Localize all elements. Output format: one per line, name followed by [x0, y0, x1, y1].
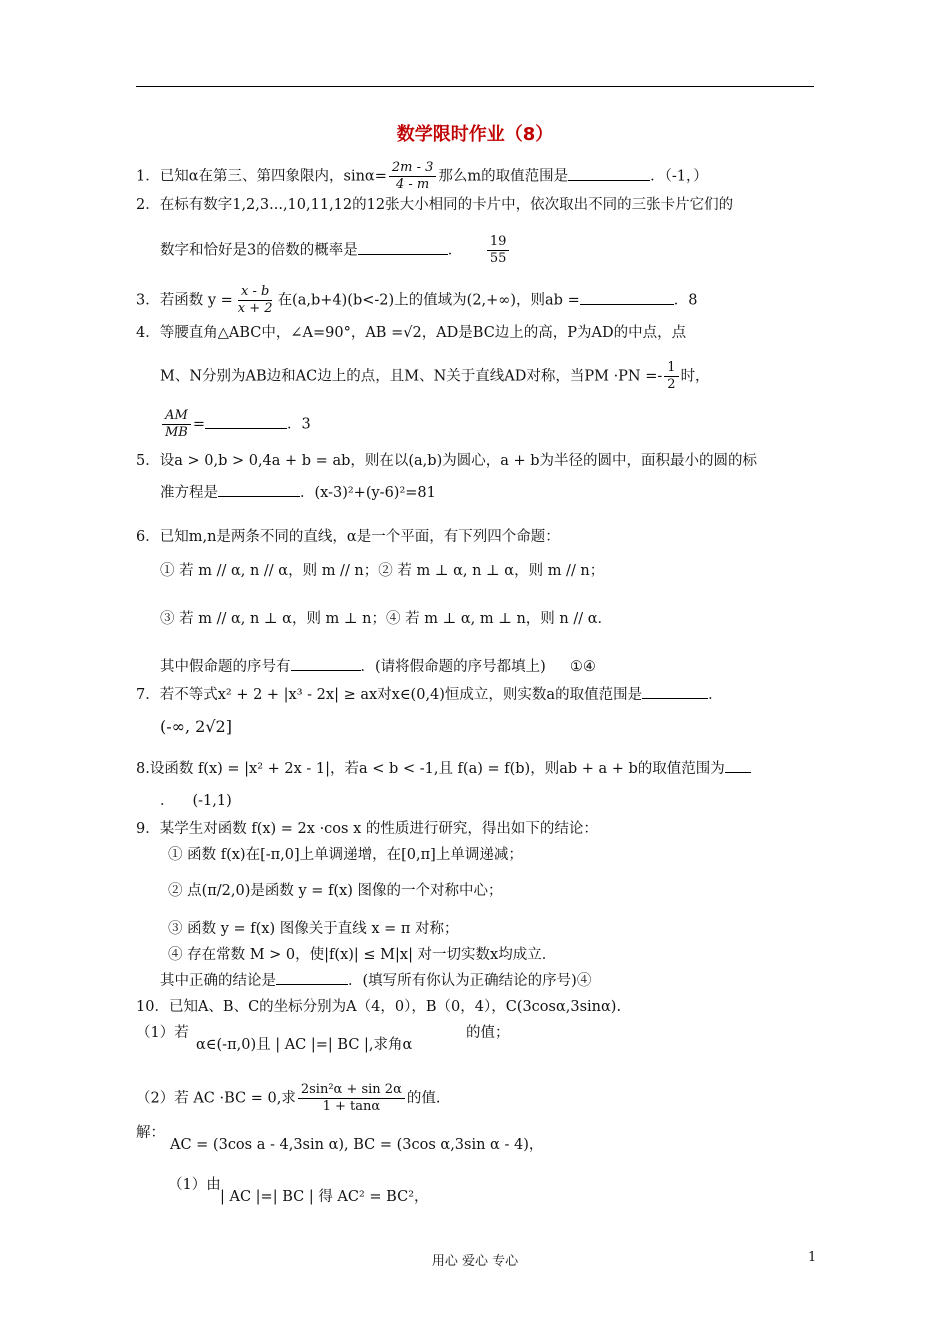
question-7-answer: (-∞, 2√2]: [160, 717, 232, 736]
fraction: $\frac{\text{2sin²α + sin 2α}}{1 + \tan\alpha}$: [298, 1082, 405, 1115]
answer-blank: [276, 970, 348, 985]
question-8-answer: ． (-1,1): [160, 793, 232, 809]
question-10-part-1: （1）若: [136, 1025, 189, 1041]
page-title: 数学限时作业（8）: [396, 124, 554, 145]
question-6-line-3: ③ 若 m // α, n ⊥ α，则 m ⊥ n；④ 若 m ⊥ α, m ⊥ n，则 n // α．: [160, 611, 613, 627]
answer-blank: [218, 482, 300, 497]
question-10-part-1-tail: 的值；: [466, 1025, 510, 1041]
solution-line-1: AC = (3cos a - 4,3sin α), BC = (3cos α,3sin α - 4)，: [170, 1137, 544, 1153]
answer-blank: [725, 758, 751, 773]
question-9-conclusion-2: ② 点(π/2,0)是函数 y = f(x) 图像的一个对称中心；: [168, 883, 503, 899]
question-7: 7．若不等式x² + 2 + |x³ - 2x| ≥ ax对x∈(0,4)恒成立，则实数a的取值范围是 ．: [136, 684, 723, 706]
question-9-line-1: 9．某学生对函数 f(x) = 2x ·cos x 的性质进行研究，得出如下的结论：: [136, 821, 598, 837]
header-rule: [136, 86, 814, 87]
fraction: $\frac{AM}{MB}$: [162, 408, 191, 441]
question-4-line-1: 4．等腰直角△ABC中，∠A=90°，AB =√2，AD是BC边上的高，P为AD的中点，点: [136, 325, 687, 341]
answer-fraction: $\frac{19}{55}$: [487, 234, 510, 267]
question-6-line-2: ① 若 m // α, n // α，则 m // n；② 若 m ⊥ α, n ⊥ α，则 m // n；: [160, 563, 605, 579]
question-9-conclusion-3: ③ 函数 y = f(x) 图像关于直线 x = π 对称；: [168, 921, 459, 937]
question-9-conclusion-1: ① 函数 f(x)在[-π,0]上单调递增，在[0,π]上单调递减；: [168, 847, 523, 863]
footer-text: 用心 爱心 专心: [431, 1254, 519, 1269]
fraction: $\frac{2m - 3}{4 - m}$: [389, 160, 437, 193]
solution-line-2: （1）由: [168, 1177, 221, 1193]
solution-label: 解：: [136, 1125, 165, 1141]
question-2-line-2: 数字和恰好是3的倍数的概率是 ． $\frac{19}{55}$: [160, 234, 511, 267]
answer-blank: [568, 166, 650, 181]
question-4-line-2: M、N分别为AB边和AC边上的点，且M、N关于直线AD对称，当PM ·PN =- $\frac{1}{2}$ 时，: [160, 360, 710, 392]
question-2-line-1: 2．在标有数字1,2,3...,10,11,12的12张大小相同的卡片中，依次取出不同的三张卡片它们的: [136, 197, 734, 213]
question-6-line-1: 6．已知m,n是两条不同的直线，α是一个平面，有下列四个命题：: [136, 529, 560, 545]
question-10-line-1: 10．已知A、B、C的坐标分别为A（4，0），B（0，4），C(3cosα,3sinα).: [136, 999, 622, 1015]
answer-blank: [642, 684, 708, 699]
page-number: 1: [808, 1250, 817, 1265]
question-8: 8.设函数 f(x) = |x² + 2x - 1|，若a < b < -1,且 f(a) = f(b)，则ab + a + b的取值范围为: [136, 758, 751, 780]
question-6-line-4: 其中假命题的序号有 ．(请将假命题的序号都填上) ①④: [160, 656, 596, 678]
question-9-prompt: 其中正确的结论是 ．(填写所有你认为正确结论的序号)④: [160, 970, 591, 992]
solution-line-2b: | AC |=| BC | 得 AC² = BC²，: [220, 1189, 429, 1205]
question-5-line-1: 5．设a > 0,b > 0,4a + b = ab，则在以(a,b)为圆心，a + b为半径的圆中，面积最小的圆的标: [136, 453, 758, 469]
answer-blank: [205, 414, 287, 429]
question-3: 3．若函数 y = $\frac{x - b}{x + 2}$ 在(a,b+4)(b<-2)上的值域为(2,+∞)，则ab = ．8: [136, 284, 698, 316]
question-4-line-3: $\frac{AM}{MB}$ = ．3: [160, 408, 311, 441]
answer-blank: [358, 240, 448, 255]
question-9-conclusion-4: ④ 存在常数 M > 0，使|f(x)| ≤ M|x| 对一切实数x均成立．: [168, 947, 557, 963]
fraction: $\frac{x - b}{x + 2}$: [237, 284, 273, 316]
fraction-half: $\frac{1}{2}$: [664, 360, 678, 393]
question-10-part-1-condition: α∈(-π,0)且 | AC |=| BC |,求角α: [196, 1037, 413, 1053]
question-10-part-2: （2）若 AC ·BC = 0,求 $\frac{\text{2sin²α + sin 2α}}{1 + \tan\alpha}$ 的值.: [136, 1082, 441, 1114]
question-5-line-2: 准方程是 ．(x-3)²+(y-6)²=81: [160, 482, 436, 504]
answer-blank: [291, 656, 361, 671]
question-1: 1．已知α在第三、第四象限内，sinα= $\frac{2m - 3}{4 - m}$ 那么m的取值范围是 ．（-1，）: [136, 160, 708, 192]
answer-blank: [580, 290, 674, 305]
